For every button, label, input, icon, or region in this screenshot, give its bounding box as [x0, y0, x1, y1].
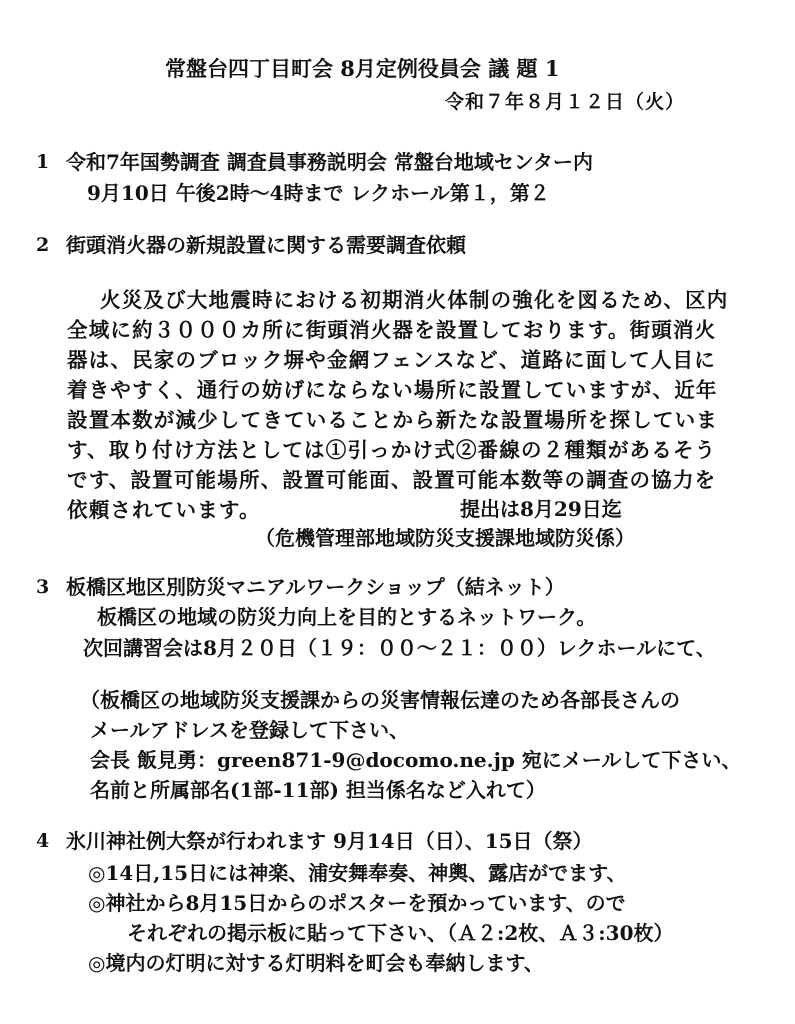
item-3-line-1: 板橋区の地域の防災力向上を目的とするネットワーク。 — [97, 605, 597, 629]
item-2-heading: 街頭消火器の新規設置に関する需要調査依頼 — [66, 233, 466, 257]
item-2-body-line-6: す、取り付け方法としては①引っかけ式②番線の２種類があるそう — [67, 438, 717, 462]
item-2-body-line-3: 器は、民家のブロック塀や金網フェンスなど、道路に面して人目に — [67, 348, 716, 372]
item-2-body-line-4: 着きやすく、通行の妨げにならない場所に設置していますが、近年 — [67, 378, 718, 402]
item-2-deadline: 提出は8月29日迄 — [460, 497, 622, 521]
item-2-body-line-2: 全域に約３０００カ所に街頭消火器を設置しております。街頭消火 — [67, 318, 717, 342]
item-2-body-line-8: 依頼されています。 — [67, 498, 261, 522]
item-1-number: 1 — [36, 151, 50, 173]
item-1-line-2: 9月10日 午後2時～4時まで レクホール第１，第２ — [87, 181, 550, 205]
item-2-number: 2 — [36, 234, 50, 256]
item-3-line-2: 次回講習会は8月２０日（１９：００～２１：００）レクホールにて、 — [83, 636, 716, 660]
item-4-heading: 氷川神社例大祭が行われます 9月14日（日）、15日（祭） — [66, 829, 593, 853]
item-3-number: 3 — [36, 576, 50, 598]
item-4-number: 4 — [36, 830, 50, 852]
item-4-line-1: ◎14日,15日には神楽、浦安舞奉奏、神輿、露店がでます、 — [88, 861, 627, 885]
item-3-heading: 板橋区地区別防災マニアルワークショップ（結ネット） — [66, 575, 565, 599]
item-4-line-2: ◎神社から8月15日からのポスターを預かっています、ので — [88, 891, 626, 915]
item-2-body-line-1: 火災及び大地震時における初期消火体制の強化を図るため、区内 — [100, 288, 729, 312]
item-4-line-4: ◎境内の灯明に対する灯明料を町会も奉納します、 — [88, 951, 544, 975]
item-3-note-line-3: 会長 飯見勇：green871-9@docomo.ne.jp 宛にメールして下さい、 — [90, 748, 742, 772]
item-4-line-3: それぞれの掲示板に貼って下さい、（Ａ２:2枚、Ａ３:30枚） — [127, 921, 674, 945]
item-3-note-line-1: （板橋区の地域防災支援課からの災害情報伝達のため各部長さんの — [80, 688, 680, 712]
item-2-department: （危機管理部地域防災支援課地域防災係） — [255, 526, 635, 550]
item-2-body-line-7: です、設置可能場所、設置可能面、設置可能本数等の調査の協力を — [67, 468, 717, 492]
item-3-note-line-2: メールアドレスを登録して下さい、 — [90, 718, 409, 742]
item-1-line-1: 令和7年国勢調査 調査員事務説明会 常盤台地域センター内 — [66, 150, 594, 174]
item-3-note-line-4: 名前と所属部名(1部-11部) 担当係名など入れて） — [90, 778, 546, 802]
item-2-body-line-5: 設置本数が減少してきていることから新たな設置場所を探していま — [67, 408, 718, 432]
document-date: 令和７年８月１２日（火） — [445, 91, 686, 113]
document-title: 常盤台四丁目町会 8月定例役員会 議 題 1 — [165, 56, 560, 81]
